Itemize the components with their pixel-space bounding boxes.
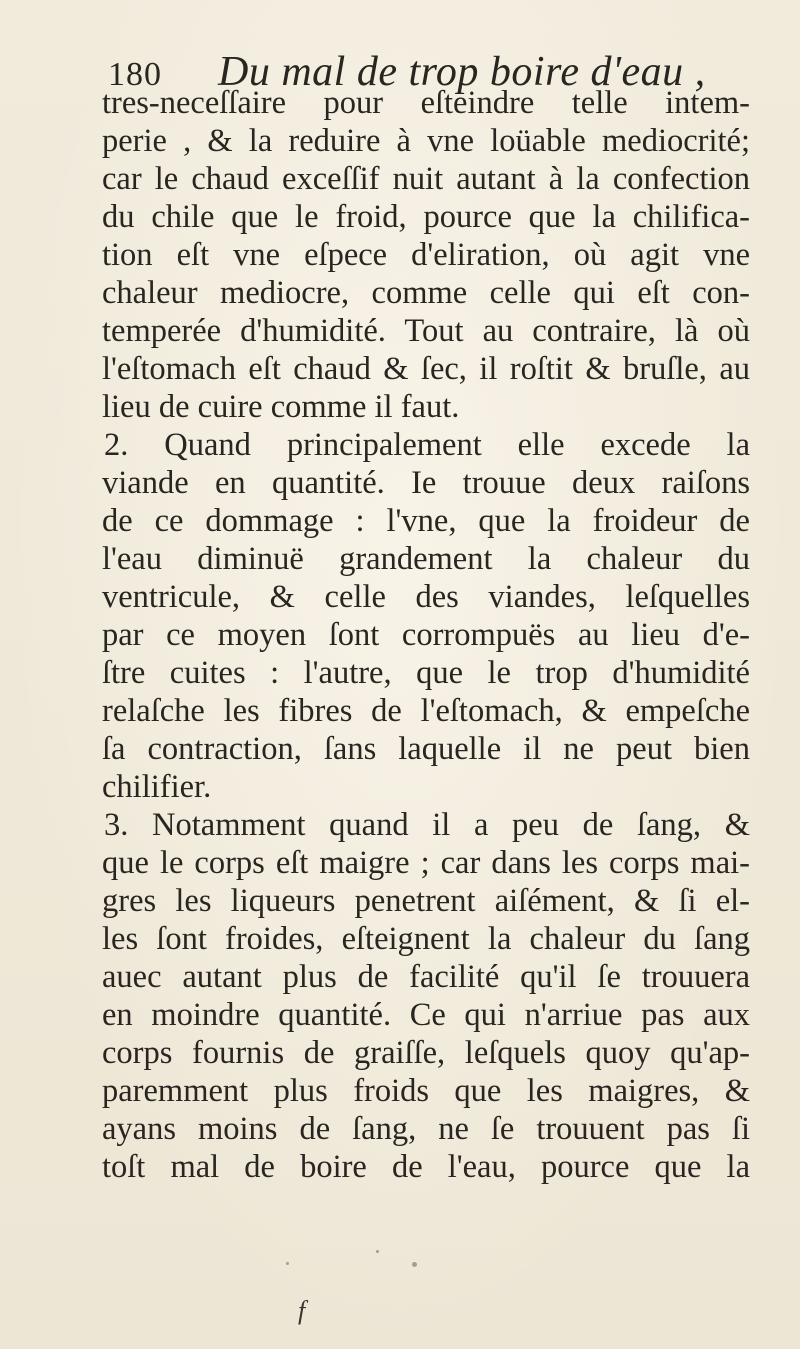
text-line: auec autant plus de facilité qu'il ſe trouuera [102, 959, 750, 995]
text-line: viande en quantité. Ie trouue deux raiſons [102, 465, 750, 501]
text-line: chaleur mediocre, comme celle qui eſt con- [102, 275, 750, 311]
text-line: chilifier. [102, 769, 212, 805]
text-line: en moindre quantité. Ce qui n'arriue pas aux [102, 997, 750, 1033]
text-line: gres les liqueurs penetrent aiſément, & ſi el- [102, 883, 750, 919]
text-line: de ce dommage : l'vne, que la froideur de [102, 503, 750, 539]
paper-speck [286, 1262, 289, 1265]
text-line: tion eſt vne eſpece d'eliration, où agit vne [102, 237, 750, 273]
text-line: ſa contraction, ſans laquelle il ne peut bien [102, 731, 750, 767]
text-line: paremment plus froids que les maigres, & [102, 1073, 750, 1109]
paper-speck [376, 1250, 379, 1253]
text-line: temperée d'humidité. Tout au contraire, là où [102, 313, 750, 349]
text-line: l'eſtomach eſt chaud & ſec, il roſtit & bruſle, au [102, 351, 750, 387]
text-line: lieu de cuire comme il faut. [102, 389, 460, 425]
text-line: ſtre cuites : l'autre, que le trop d'humidité [102, 655, 750, 691]
text-line: les ſont froides, eſteignent la chaleur du ſang [102, 921, 750, 957]
page-number: 180 [108, 56, 162, 93]
text-line: du chile que le froid, pource que la chilifica- [102, 199, 750, 235]
text-line: ayans moins de ſang, ne ſe trouuent pas ſi [102, 1111, 750, 1147]
body-text [102, 84, 750, 1186]
paragraph-start-line: 2. Quand principalement elle excede la [104, 427, 750, 463]
text-line: tres-neceſſaire pour eſteindre telle intem- [102, 85, 750, 121]
text-line: par ce moyen ſont corrompuës au lieu d'e- [102, 617, 750, 653]
signature-mark: f [298, 1296, 306, 1325]
text-line: toſt mal de boire de l'eau, pource que la [102, 1149, 750, 1185]
text-line: relaſche les fibres de l'eſtomach, & empeſche [102, 693, 750, 729]
text-line: ventricule, & celle des viandes, leſquelles [102, 579, 750, 615]
text-line: corps fournis de graiſſe, leſquels quoy qu'ap- [102, 1035, 750, 1071]
text-line: car le chaud exceſſif nuit autant à la confection [102, 161, 750, 197]
text-line: l'eau diminuë grandement la chaleur du [102, 541, 750, 577]
text-line: perie , & la reduire à vne loüable mediocrité; [102, 123, 750, 159]
paragraph-start-line: 3. Notamment quand il a peu de ſang, & [104, 807, 750, 843]
text-line: que le corps eſt maigre ; car dans les corps mai- [102, 845, 750, 881]
paper-speck [412, 1262, 417, 1267]
running-title: Du mal de trop boire d'eau , [218, 49, 706, 95]
